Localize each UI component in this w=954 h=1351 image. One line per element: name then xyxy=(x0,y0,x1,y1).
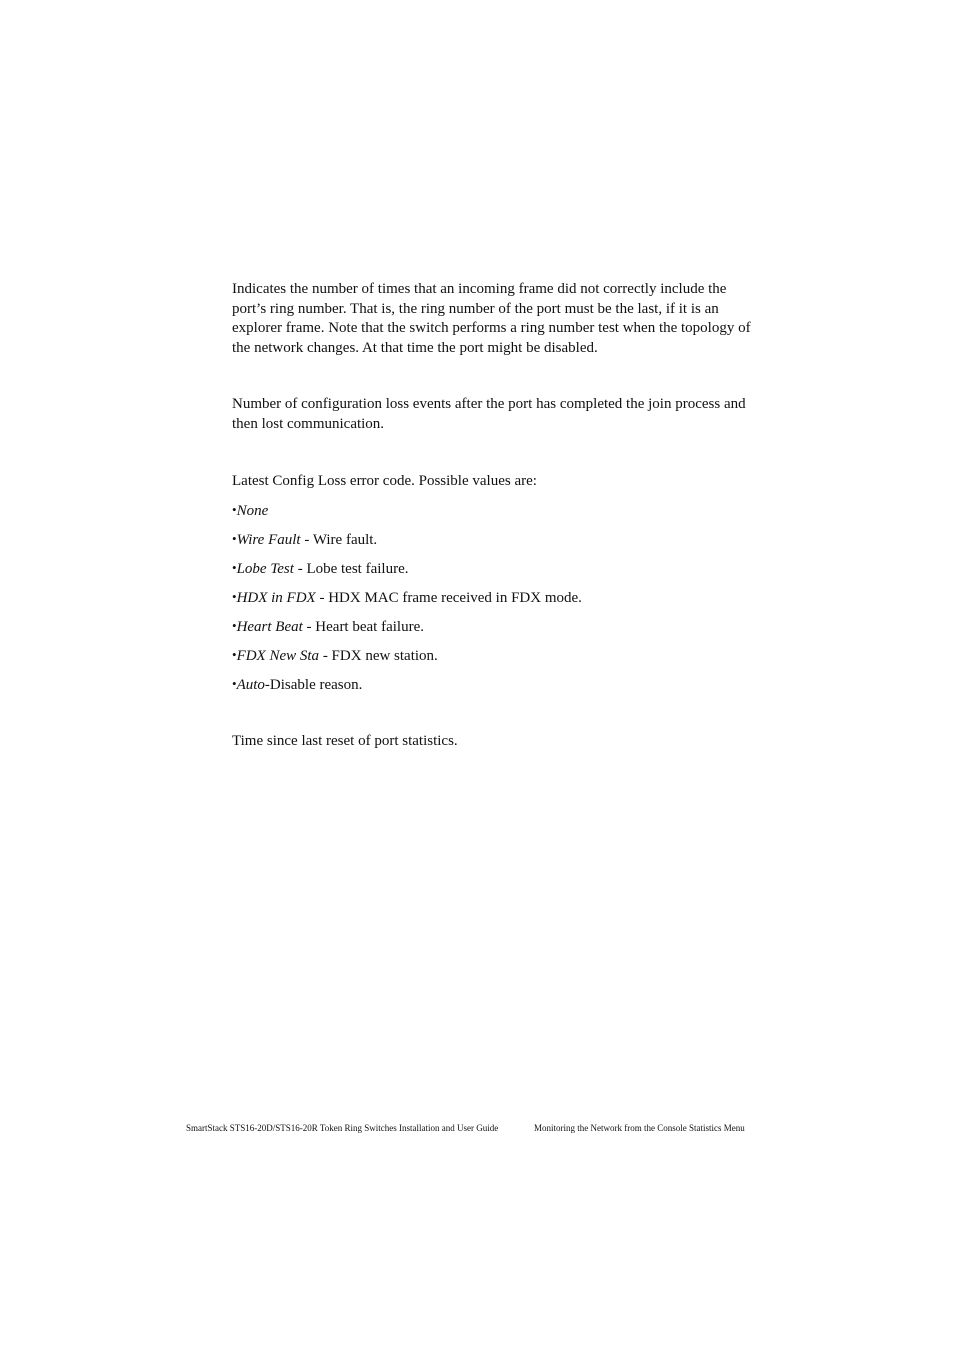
error-code-desc: - Heart beat failure. xyxy=(302,619,424,635)
error-code-term: Wire Fault xyxy=(236,532,301,548)
error-code-term: HDX in FDX xyxy=(236,590,316,606)
error-code-intro: Latest Config Loss error code. Possible values are: xyxy=(232,473,537,489)
error-code-list xyxy=(232,500,762,703)
bullet-icon: • xyxy=(232,676,237,691)
bullet-icon: • xyxy=(232,618,237,633)
error-code-desc: - Lobe test failure. xyxy=(293,561,409,577)
list-item xyxy=(232,645,762,674)
bullet-icon: • xyxy=(232,560,237,575)
error-code-term: Heart Beat xyxy=(236,619,303,635)
bullet-icon: • xyxy=(232,502,237,517)
error-code-term: FDX New Sta xyxy=(236,648,320,664)
error-code-term: Auto xyxy=(236,677,265,693)
footer-chapter-title: Monitoring the Network from the Console Statistics Menu xyxy=(534,1123,745,1133)
error-code-desc: -Disable reason. xyxy=(264,677,363,693)
ring-number-description: Indicates the number of times that an incoming frame did not correctly include the port’s ring number. That is, the ring number of the port must be the last, if it is an explorer frame. Note that the switch performs a ring number test when the topology of the network changes. At that time the port might be disabled. xyxy=(232,281,751,356)
list-item xyxy=(232,587,762,616)
list-item xyxy=(232,616,762,645)
list-item xyxy=(232,529,762,558)
list-item xyxy=(232,558,762,587)
error-code-term: None xyxy=(236,503,269,519)
list-item xyxy=(232,500,762,529)
bullet-icon: • xyxy=(232,531,237,546)
time-since-reset-description: Time since last reset of port statistics. xyxy=(232,733,458,749)
error-code-desc: - FDX new station. xyxy=(319,648,438,664)
error-code-desc: - Wire fault. xyxy=(300,532,378,548)
footer-guide-title: SmartStack STS16-20D/STS16-20R Token Ring Switches Installation and User Guide xyxy=(186,1123,499,1133)
config-loss-description: Number of configuration loss events after the port has completed the join process and then lost communication. xyxy=(232,396,746,432)
error-code-desc: - HDX MAC frame received in FDX mode. xyxy=(315,590,582,606)
bullet-icon: • xyxy=(232,589,237,604)
bullet-icon: • xyxy=(232,647,237,662)
error-code-term: Lobe Test xyxy=(236,561,294,577)
list-item xyxy=(232,674,762,703)
